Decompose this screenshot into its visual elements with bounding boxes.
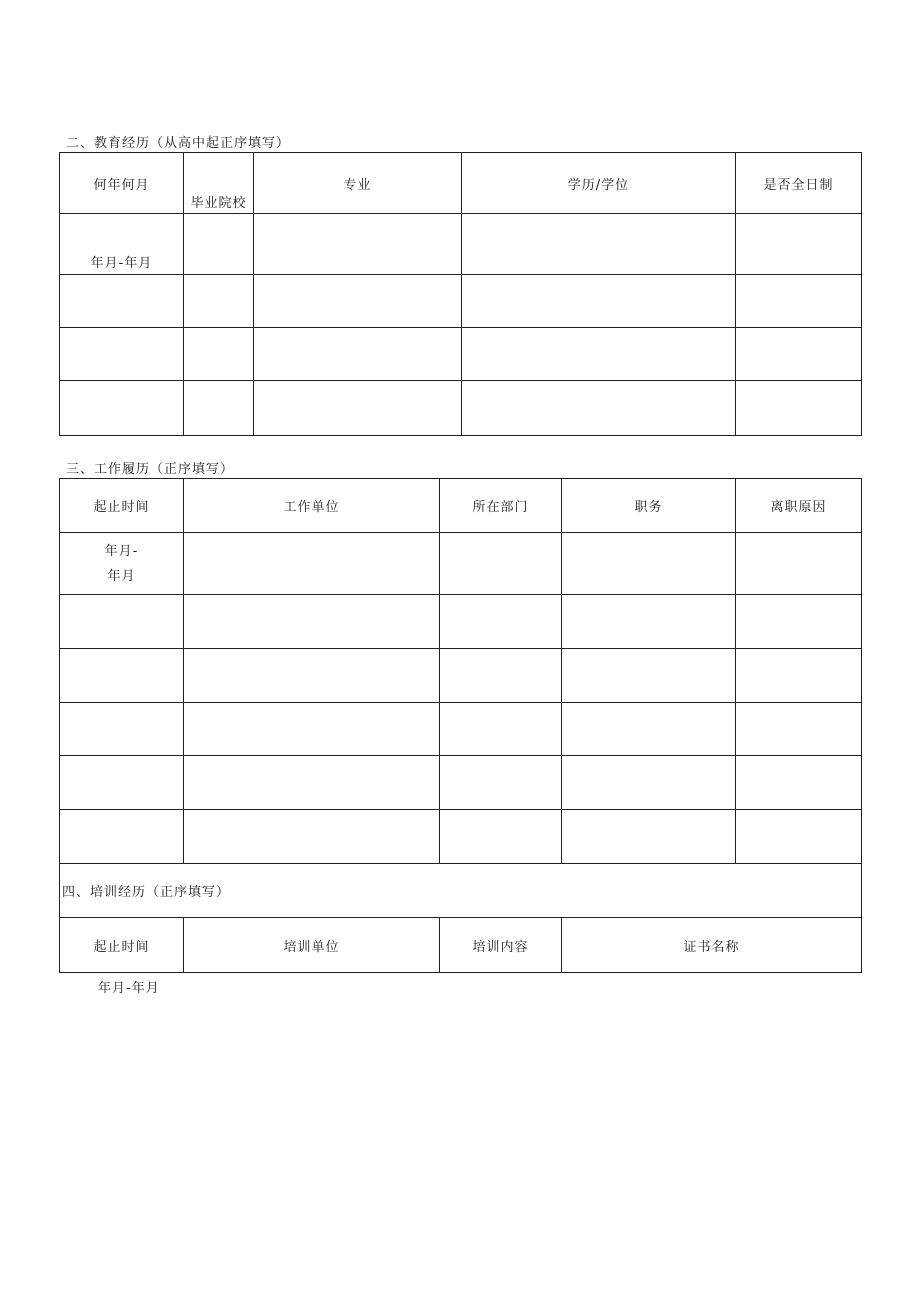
table-row bbox=[60, 533, 862, 595]
school-cell[interactable] bbox=[184, 275, 254, 328]
header-cell-degree: 学历/学位 bbox=[462, 153, 736, 214]
leave-reason-cell[interactable] bbox=[736, 810, 862, 864]
school-cell[interactable] bbox=[184, 328, 254, 381]
degree-cell[interactable] bbox=[462, 381, 736, 436]
leave-reason-cell[interactable] bbox=[736, 649, 862, 703]
employer-cell[interactable] bbox=[184, 756, 440, 810]
table-header-row bbox=[60, 153, 862, 214]
period-cell[interactable] bbox=[60, 328, 184, 381]
fulltime-cell[interactable] bbox=[736, 381, 862, 436]
department-cell[interactable] bbox=[440, 810, 562, 864]
position-cell[interactable] bbox=[562, 810, 736, 864]
table-row bbox=[60, 595, 862, 649]
department-cell[interactable] bbox=[440, 756, 562, 810]
employer-cell[interactable] bbox=[184, 703, 440, 756]
employer-cell[interactable] bbox=[184, 533, 440, 595]
table-row bbox=[60, 328, 862, 381]
table-row bbox=[60, 703, 862, 756]
fulltime-cell[interactable] bbox=[736, 275, 862, 328]
period-line-2: 年月 bbox=[107, 568, 136, 584]
table-row bbox=[60, 214, 862, 275]
leave-reason-cell[interactable] bbox=[736, 756, 862, 810]
header-cell-position: 职务 bbox=[562, 479, 736, 533]
leave-reason-cell[interactable] bbox=[736, 533, 862, 595]
period-cell[interactable] bbox=[60, 595, 184, 649]
header-cell-major: 专业 bbox=[254, 153, 462, 214]
table-header-row bbox=[60, 479, 862, 533]
period-cell[interactable] bbox=[60, 381, 184, 436]
training-period-note: 年月-年月 bbox=[98, 981, 160, 996]
period-cell[interactable] bbox=[60, 649, 184, 703]
department-cell[interactable] bbox=[440, 649, 562, 703]
header-cell-period: 起止时间 bbox=[60, 479, 184, 533]
table-row bbox=[60, 275, 862, 328]
employer-cell[interactable] bbox=[184, 649, 440, 703]
major-cell[interactable] bbox=[254, 381, 462, 436]
period-cell[interactable] bbox=[60, 533, 184, 595]
header-cell-leave-reason: 离职原因 bbox=[736, 479, 862, 533]
header-cell-school: 毕业院校 bbox=[184, 153, 254, 214]
major-cell[interactable] bbox=[254, 214, 462, 275]
work-section-title: 三、工作履历（正序填写） bbox=[66, 462, 235, 477]
period-cell[interactable] bbox=[60, 703, 184, 756]
table-header-row bbox=[60, 918, 862, 973]
department-cell[interactable] bbox=[440, 595, 562, 649]
education-table bbox=[59, 152, 862, 436]
header-cell-training-institution: 培训单位 bbox=[184, 918, 440, 973]
degree-cell[interactable] bbox=[462, 328, 736, 381]
department-cell[interactable] bbox=[440, 703, 562, 756]
header-cell-period: 起止时间 bbox=[60, 918, 184, 973]
header-cell-employer: 工作单位 bbox=[184, 479, 440, 533]
table-row bbox=[60, 381, 862, 436]
work-table bbox=[59, 478, 862, 973]
position-cell[interactable] bbox=[562, 533, 736, 595]
major-cell[interactable] bbox=[254, 328, 462, 381]
training-title-row bbox=[60, 864, 862, 918]
department-cell[interactable] bbox=[440, 533, 562, 595]
header-cell-fulltime: 是否全日制 bbox=[736, 153, 862, 214]
fulltime-cell[interactable] bbox=[736, 214, 862, 275]
period-cell[interactable] bbox=[60, 275, 184, 328]
degree-cell[interactable] bbox=[462, 214, 736, 275]
period-cell[interactable]: 年月-年月 bbox=[60, 214, 184, 275]
school-cell[interactable] bbox=[184, 214, 254, 275]
period-line-1: 年月- bbox=[104, 543, 139, 559]
period-cell[interactable] bbox=[60, 810, 184, 864]
table-row bbox=[60, 649, 862, 703]
education-section-title: 二、教育经历（从高中起正序填写） bbox=[66, 136, 291, 151]
employer-cell[interactable] bbox=[184, 810, 440, 864]
header-cell-certificate: 证书名称 bbox=[562, 918, 862, 973]
table-row bbox=[60, 810, 862, 864]
position-cell[interactable] bbox=[562, 595, 736, 649]
degree-cell[interactable] bbox=[462, 275, 736, 328]
leave-reason-cell[interactable] bbox=[736, 595, 862, 649]
header-cell-training-content: 培训内容 bbox=[440, 918, 562, 973]
leave-reason-cell[interactable] bbox=[736, 703, 862, 756]
header-cell-department: 所在部门 bbox=[440, 479, 562, 533]
fulltime-cell[interactable] bbox=[736, 328, 862, 381]
period-cell[interactable] bbox=[60, 756, 184, 810]
training-section-title: 四、培训经历（正序填写） bbox=[60, 864, 862, 918]
major-cell[interactable] bbox=[254, 275, 462, 328]
table-row bbox=[60, 756, 862, 810]
school-cell[interactable] bbox=[184, 381, 254, 436]
position-cell[interactable] bbox=[562, 756, 736, 810]
position-cell[interactable] bbox=[562, 649, 736, 703]
position-cell[interactable] bbox=[562, 703, 736, 756]
employer-cell[interactable] bbox=[184, 595, 440, 649]
header-cell-period: 何年何月 bbox=[60, 153, 184, 214]
